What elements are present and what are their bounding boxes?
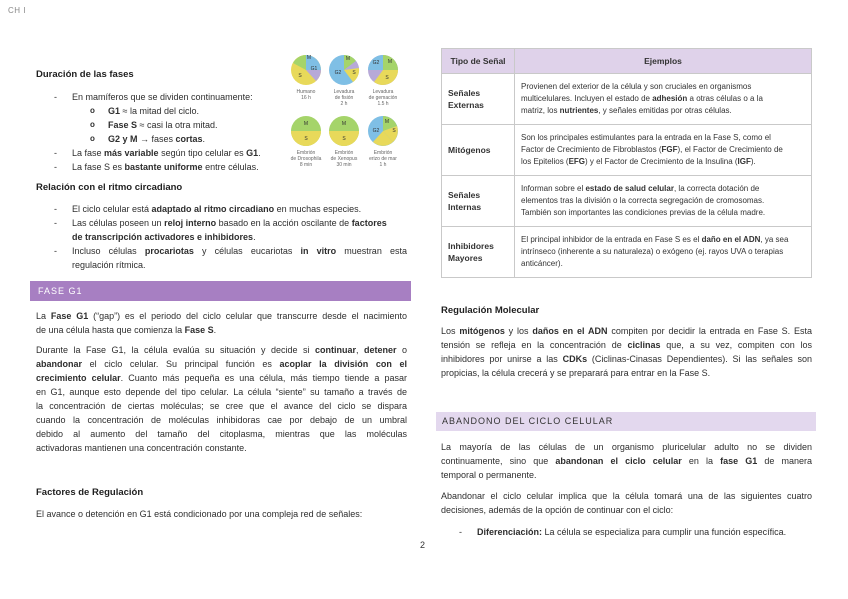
table-cell-example: El principal inhibidor de la entrada en Fase S es el daño en el ADN, ya sea intrínseco (inherente a su naturaleza) o exógeno (ej. rayos UVA o terapias anticáncer). (515, 227, 812, 278)
page-tag: CH I (8, 6, 26, 15)
table-header-row (442, 49, 812, 74)
svg-text:M: M (387, 59, 393, 65)
table-row (442, 125, 812, 176)
table-cell-example: Son los principales estimulantes para la entrada en la Fase S, como el Factor de Crecimiento de Fibroblastos (FGF), el Factor de Crecimiento de los Epitelios (EFG) y el Factor de Crecimiento de la Insulina (IGF). (515, 125, 812, 176)
ritmo-bullet-1: - El ciclo celular está adaptado al ritmo circadiano en muchas especies. (72, 202, 407, 216)
factores-text: El avance o detención en G1 está condicionado por una compleja red de señales: (36, 509, 363, 519)
svg-text:S: S (298, 73, 302, 79)
table-header-tipo: Tipo de Señal (442, 49, 515, 74)
abandono-paragraph-1: La mayoría de las células de un organismo pluricelular adulto no se dividen continuamente, sino que abandonan el ciclo celular en la fase G1 de manera temporal o permanente. (441, 442, 812, 480)
table-header-ejemplos: Ejemplos (515, 49, 812, 74)
pie-label-erizo: Embrión erizo de mar 1 h (369, 150, 397, 168)
ritmo-bullet-3: - Incluso células procariotas y células eucariotas in vitro muestran esta regulación rítmica. (72, 244, 407, 272)
svg-text:G2: G2 (372, 128, 380, 134)
svg-text:M: M (306, 55, 312, 61)
table-cell-type: Señales Externas (442, 74, 515, 125)
pie-label-humano: Humano 16 h (296, 89, 316, 101)
svg-text:G2: G2 (334, 70, 342, 76)
svg-text:M: M (345, 56, 351, 62)
table-row (442, 176, 812, 227)
pie-drosophila (291, 116, 321, 146)
svg-text:M: M (303, 121, 309, 127)
duracion-sub-2: o Fase S ≈ casi la otra mitad. (108, 118, 218, 132)
table-row (442, 74, 812, 125)
svg-text:S: S (392, 128, 396, 134)
table-cell-example: Informan sobre el estado de salud celular, la correcta dotación de elementos tras la división o la correcta segregación de cromosomas. También son importantes las condiciones previas de la célula madre. (515, 176, 812, 227)
abandono-bar: ABANDONO DEL CICLO CELULAR (436, 412, 816, 431)
page-number: 2 (420, 540, 426, 550)
pie-levadura-gemacion (368, 55, 398, 85)
svg-text:S: S (352, 70, 356, 76)
table-cell-type: Inhibidores Mayores (442, 227, 515, 278)
duracion-bullet-2: - La fase más variable según tipo celular es G1. (72, 146, 261, 160)
pie-levadura-fision (329, 55, 359, 85)
abandono-bullet-1: - Diferenciación: La célula se especializa para cumplir una función específica. (477, 525, 786, 539)
pie-label-drosophila: Embrión de Drosophila 8 min (290, 150, 322, 168)
table-cell-type: Mitógenos (442, 125, 515, 176)
table-row (442, 227, 812, 278)
svg-text:M: M (384, 119, 390, 125)
factores-heading: Factores de Regulación (36, 487, 144, 498)
pie-label-levadura-fision: Levadura de fisión 2 h (333, 89, 355, 107)
regulacion-paragraph: Los mitógenos y los daños en el ADN compiten por decidir la entrada en Fase S. Esta tensión se refleja en la concentración de ciclinas que, a su vez, compiten con los inhibidores por unirse a las CDKs (Ciclinas-Cinasas Dependientes). Si las señales son propicias, la célula crecerá y se preparará para entrar en la Fase S. (441, 326, 813, 378)
svg-text:G2: G2 (372, 60, 380, 66)
pie-label-xenopus: Embrión de Xenopus 30 min (330, 150, 358, 168)
duracion-heading: Duración de las fases (36, 69, 134, 80)
pie-xenopus (329, 116, 359, 146)
abandono-paragraph-2: Abandonar el ciclo celular implica que la célula tomará una de las siguientes cuatro decisiones, además de la opción de continuar con el ciclo: (441, 491, 812, 515)
svg-text:S: S (342, 136, 346, 142)
duracion-sub-1: o G1 ≈ la mitad del ciclo. (108, 104, 199, 118)
table-cell-example: Provienen del exterior de la célula y son cruciales en organismos multicelulares. Incluyen el estado de adhesión a otras células o a la matriz, los nutrientes, y señales emitidas por otras células. (515, 74, 812, 125)
signals-table (441, 48, 812, 278)
svg-text:G1: G1 (310, 66, 318, 72)
fase-g1-bar: FASE G1 (30, 281, 411, 301)
ritmo-heading: Relación con el ritmo circadiano (36, 182, 183, 193)
svg-text:S: S (304, 136, 308, 142)
ritmo-bullet-2: - Las células poseen un reloj interno basado en la acción oscilante de factores de transcripción activadores e inhibidores. (72, 216, 407, 244)
svg-text:S: S (385, 75, 389, 81)
duracion-bullet-1: - En mamíferos que se dividen continuamente: (72, 90, 253, 104)
pie-label-levadura-gemacion: Levadura de gemación 1.5 h (368, 89, 398, 107)
duracion-bullet-3: - La fase S es bastante uniforme entre células. (72, 160, 259, 174)
pie-humano (291, 55, 321, 85)
fase-g1-paragraph-2: Durante la Fase G1, la célula evalúa su situación y decide si continuar, detener o abandonar el ciclo celular. Su principal función es acoplar la división con el crecimiento celular. Cuanto más pequeña es una célula, más tiempo tiende a pasar en G1, aunque esto depende del tipo celular. La célula “siente” su tamaño a través de la concentración de ciertas moléculas; se cree que el avance del ciclo se dispara cuando la concentración de moléculas inhibidoras cae por debajo de un umbral debido al aumento del tamaño del citoplasma, mientras que las moléculas activadoras mantienen una concentración constante. (36, 345, 407, 453)
pie-erizo (368, 116, 398, 146)
duracion-sub-3: o G2 y M → fases cortas. (108, 132, 205, 146)
fase-g1-paragraph-1: La Fase G1 (“gap”) es el periodo del ciclo celular que transcurre desde el nacimiento de una célula hasta que comienza la Fase S. (36, 311, 407, 335)
regulacion-heading: Regulación Molecular (441, 305, 540, 316)
svg-text:M: M (341, 121, 347, 127)
table-cell-type: Señales Internas (442, 176, 515, 227)
